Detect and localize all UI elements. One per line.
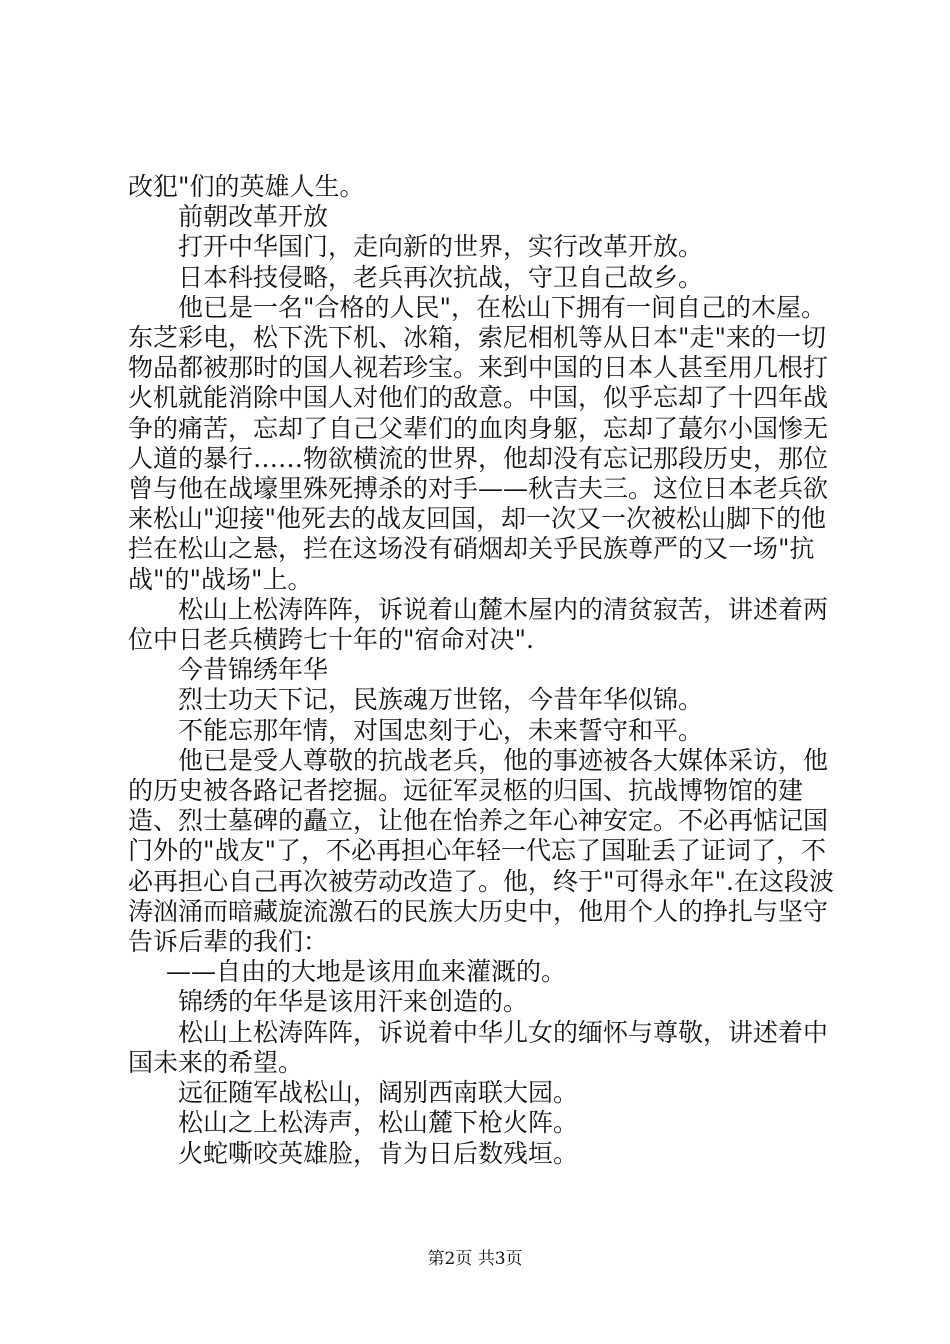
verse-line: 日本科技侵略，老兵再次抗战，守卫自己故乡。: [178, 262, 704, 292]
section-heading-reform: 前朝改革开放: [178, 202, 329, 232]
poem-line: 火蛇嘶咬英雄脸，肯为日后数残垣。: [178, 1138, 579, 1168]
poem-line: 远征随军战松山，阔别西南联大园。: [178, 1078, 579, 1108]
document-body: [128, 172, 838, 1169]
poem-line: 松山之上松涛声，松山麓下枪火阵。: [178, 1108, 579, 1138]
verse-line: 打开中华国门，走向新的世界，实行改革开放。: [178, 232, 704, 262]
paragraph-body: 松山上松涛阵阵，诉说着中华儿女的缅怀与尊敬，讲述着中国未来的希望。: [128, 1017, 829, 1077]
quote-line: 锦绣的年华是该用汗来创造的。: [178, 987, 529, 1017]
page-footer: 第2页 共3页: [427, 1249, 523, 1269]
verse-line: 烈士功天下记，民族魂万世铭，今昔年华似锦。: [178, 685, 704, 715]
verse-line: 不能忘那年情，对国忠刻于心，未来誓守和平。: [178, 715, 704, 745]
quote-line: ——自由的大地是该用血来灌溉的。: [166, 957, 567, 987]
paragraph-body: 松山上松涛阵阵，诉说着山麓木屋内的清贫寂苦，讲述着两位中日老兵横跨七十年的"宿命对决".: [128, 594, 829, 655]
paragraph-body: 他已是受人尊敬的抗战老兵，他的事迹被各大媒体采访，他的历史被各路记者挖掘。远征军灵柩的归国、抗战博物馆的建造、烈士墓碑的矗立，让他在怡养之年心神安定。不必再惦记国门外的"战友"了，不必再担心年轻一代忘了国耻丢了证词了，不必再担心自己再次被劳动改造了。他，终于"可得永年".在这段波涛汹涌而暗藏旋流激石的民族大历史中，他用个人的挣扎与坚守告诉后辈的我们：: [128, 745, 834, 957]
paragraph-1: 改犯"们的英雄人生。: [128, 172, 365, 201]
paragraph-body: 他已是一名"合格的人民"，在松山下拥有一间自己的木屋。东芝彩电，松下洗下机、冰箱，索尼相机等从日本"走"来的一切物品都被那时的国人视若珍宝。来到中国的日本人甚至用几根打火机就能消除中国人对他们的敌意。中国，似乎忘却了十四年战争的痛苦，忘却了自己父辈们的血肉身躯，忘却了蕞尔小国惨无人道的暴行……物欲横流的世界，他却没有忘记那段历史，那位曾与他在战壕里殊死搏杀的对手——秋吉夫三。这位日本老兵欲来松山"迎接"他死去的战友回国，却一次又一次被松山脚下的他拦在松山之悬，拦在这场没有硝烟却关乎民族尊严的又一场"抗战"的"战场"上。: [128, 292, 829, 594]
section-heading-today: 今昔锦绣年华: [178, 655, 329, 685]
